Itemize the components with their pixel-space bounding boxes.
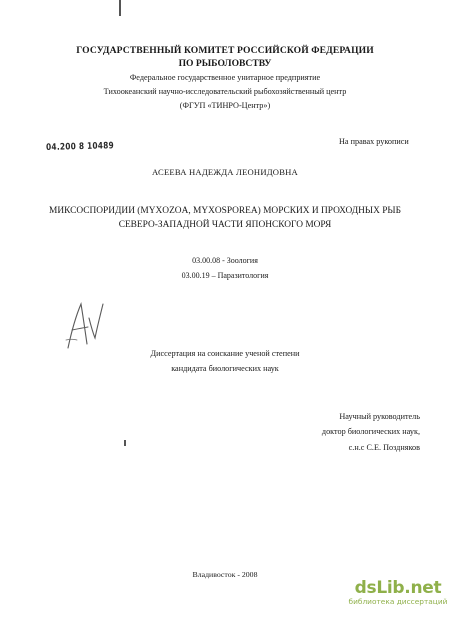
- place-and-year: Владивосток - 2008: [192, 570, 258, 579]
- manuscript-rights: На правах рукописи: [339, 137, 409, 146]
- degree-statement: Диссертация на соискание ученой степени: [150, 349, 300, 358]
- watermark-tagline: библиотека диссертаций: [348, 597, 448, 606]
- degree-name: кандидата биологических наук: [171, 364, 279, 373]
- scan-mark: [124, 440, 126, 446]
- enterprise-type: Федеральное государственное унитарное предприятие: [129, 73, 321, 82]
- site-watermark: [348, 580, 448, 605]
- committee-name: ГОСУДАРСТВЕННЫЙ КОМИТЕТ РОССИЙСКОЙ ФЕДЕРАЦИИ: [76, 45, 374, 56]
- institute-short-name: (ФГУП «ТИНРО-Центр»): [179, 101, 271, 110]
- supervisor-name: с.н.с С.Е. Поздняков: [348, 443, 420, 452]
- handwritten-signature: [62, 296, 106, 352]
- scan-mark: [119, 0, 121, 16]
- author-name: АСЕЕВА НАДЕЖДА ЛЕОНИДОВНА: [152, 167, 298, 177]
- dissertation-title-line-2: СЕВЕРО-ЗАПАДНОЙ ЧАСТИ ЯПОНСКОГО МОРЯ: [118, 220, 332, 230]
- institute-name: Тихоокеанский научно-исследовательский рыбохозяйственный центр: [103, 87, 347, 96]
- watermark-logo: dsLib.net: [354, 578, 442, 598]
- registration-stamp: 04.200 8 10489: [46, 141, 115, 153]
- supervisor-degree: доктор биологических наук,: [321, 427, 420, 436]
- specialty-code: 03.00.08 - Зоология: [192, 256, 258, 265]
- dissertation-title-line-1: МИКСОСПОРИДИИ (MYXOZOA, MYXOSPOREA) МОРСКИХ И ПРОХОДНЫХ РЫБ: [48, 206, 401, 216]
- supervisor-role: Научный руководитель: [339, 412, 420, 421]
- committee-area: ПО РЫБОЛОВСТВУ: [178, 58, 272, 69]
- specialty-code: 03.00.19 – Паразитология: [181, 271, 269, 280]
